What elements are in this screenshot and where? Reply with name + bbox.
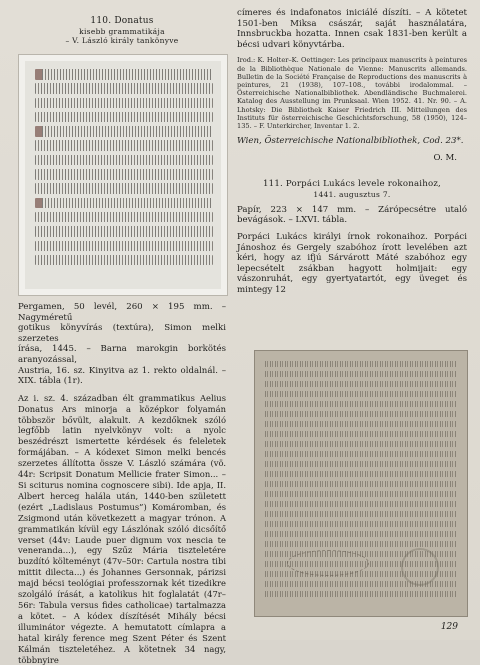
entry-110-subtitle-2: – V. László király tankönyve xyxy=(65,36,179,45)
manuscript-script-lines xyxy=(35,69,213,279)
entry-110-body-continued: címeres és indafonatos iniciálé díszíti. – A kötetet 1501-ben Miksa császár, saját használatára, Innsbruckba hozatta. Innen csak 1831-ben került a bécsi udvari könyvtárba. xyxy=(237,8,467,50)
letter-signature-mark xyxy=(287,550,369,576)
letter-image xyxy=(254,350,468,617)
entry-111-description: Papír, 223 × 147 mm. – Zárópecsétre utaló bevágások. – LXVI. tábla. xyxy=(237,204,467,226)
description-line-3: írása, 1445. – Barna marokgin borkötés aranyozással, xyxy=(18,344,226,365)
entry-110-subtitle-1: kisebb grammatikája xyxy=(79,27,165,36)
entry-110-body: Az i. sz. 4. században élt grammatikus Aelius Donatus Ars minorja a középkor folyamán többször bővült, alakult. A kezdőknek szóló legfőbb latin nyelvkönyv volt: a nyolc beszédrészt ismertette kérdések és feleletek formájában. – A kódexet Simon melki bencés szerzetes állította össze V. László számára (vö. 44r: Scripsit Donatum Mellicie frater Simon... – Si sciturus nomina cognoscere sibi). Ide apja, II. Albert herceg halála után, 1440-ben született (ezért „Ladislaus Postumus”) Komáromban, és Zsigmond után következett a magyar trónon. A grammatikán kívül egy Lászlónak szóló dicsőítő verset (44v: Laude puer dignum vox nescia te veneranda...), egy Szűz Mária tiszteletére buzdító költeményt (47v–50r: Cartula nostra tibi mittit dilecta...) és Johannes Gersonnak, párizsi majd bécsi teológiai professzornak két tizedikre szolgáló írását, a katolikus hit foglalatát (47r–56r: Tabula versus fides catholicae) tartalmazza a kötet. – A kódex díszítését Mihály bécsi illuminátor végezte. A hemutatott címlapra a hatal király ference meg Szent Péter és Szent Kálmán tiszteletéhez. A kötetnek 34 nagy, többnyire xyxy=(18,392,226,665)
right-column xyxy=(237,0,467,296)
entry-110-description xyxy=(18,302,226,665)
description-line-1: Pergamen, 50 levél, 260 × 195 mm. – Nagyméretű xyxy=(18,302,226,323)
letter-seal-mark xyxy=(401,548,439,586)
author-initials: O. M. xyxy=(433,152,457,163)
holding-location: Wien, Österreichische Nationalbibliothek, Cod. 23*. xyxy=(237,136,464,147)
page-number: 129 xyxy=(440,622,458,632)
entry-110-title: 110. Donatus xyxy=(90,16,154,26)
entry-111-body: Porpáci Lukács királyi írnok rokonaihoz. Porpáci Jánoshoz és Gergely szabóhoz írott levelében azt kéri, hogy az ifjú Sárvárott Máté szabóhoz egy lepecsételt zsákban hagyott holmijait: egy vászonruhát, egy gyertyatartót, egy üveget és mintegy 12 xyxy=(237,231,467,295)
entry-111-title: 111. Porpáci Lukács levele rokonaihoz, xyxy=(262,178,441,189)
entry-111-date: 1441. augusztus 7. xyxy=(313,189,391,199)
left-column xyxy=(18,0,226,45)
description-line-4: Austria, 16. sz. Kinyitva az 1. rekto oldalnál. – XIX. tábla (1r). xyxy=(18,365,226,387)
bibliography: Irod.: K. Holter–K. Oettinger: Les principaux manuscrits à peintures de la Bibliothèque Nationale de Vienne: Manuscrits allemands. Bulletin de la Société Française de Reproductions des manuscrits à peintures, 21 (1938), 107–108., további irodalommal. – Österreichische Nationalbibliothek. Abendländische Buchmalerei. Katalog des Ausstellung im Prunksaal. Wien 1952. 41. Nr. 90. – A. Lhotsky: Die Bibliothek Kaiser Friedrich III. Mitteilungen des Instituts für österreichische Geschichtsforschung, 58 (1950), 124–135. – F. Unterkircher, Inventar 1. 2. xyxy=(237,56,467,130)
description-line-2: gotikus könyvírás (textúra), Simon melki szerzetes xyxy=(18,323,226,344)
manuscript-page-facsimile xyxy=(25,61,221,289)
manuscript-image xyxy=(18,54,228,296)
